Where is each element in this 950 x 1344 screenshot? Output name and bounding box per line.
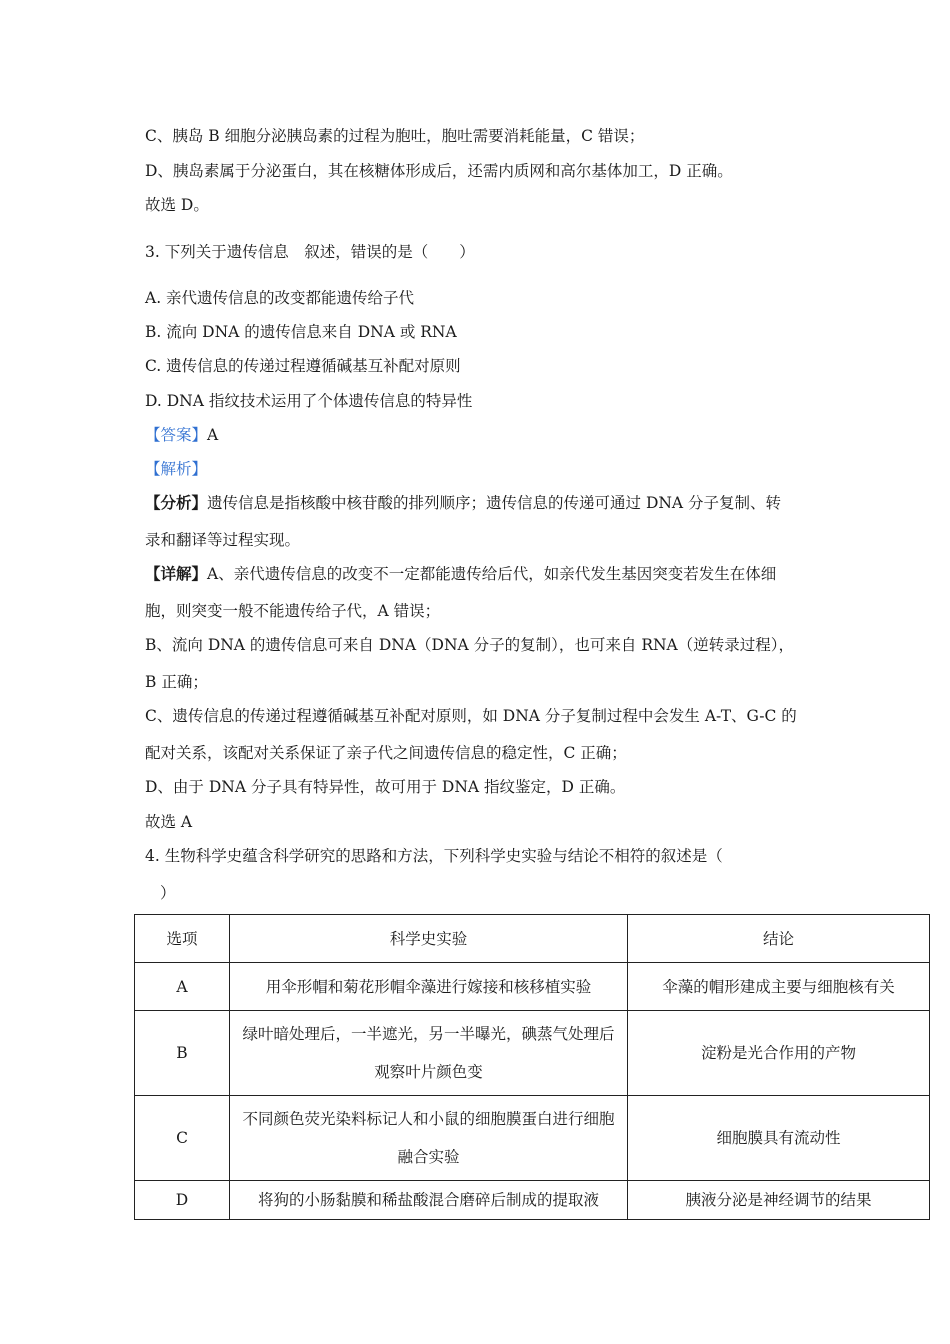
table-cell-option: A	[135, 963, 230, 1011]
text-line-choose-d: 故选 D。	[145, 196, 209, 214]
table-cell-option: B	[135, 1011, 230, 1096]
table-header-experiment: 科学史实验	[230, 915, 628, 963]
xiangjie-line-b2: B 正确；	[145, 673, 208, 691]
xiangjie-line-d: D、由于 DNA 分子具有特异性，故可用于 DNA 指纹鉴定，D 正确。	[145, 778, 626, 796]
table-row	[135, 1096, 930, 1181]
question-3-stem: 3. 下列关于遗传信息 叙述，错误的是（ ）	[145, 243, 475, 261]
xiangjie-line-b1: B、流向 DNA 的遗传信息可来自 DNA（DNA 分子的复制），也可来自 RNA（逆转录过程），	[145, 636, 795, 654]
answer-tag: 【答案】	[145, 426, 208, 444]
table-cell-option: C	[135, 1096, 230, 1181]
xiangjie-line-c1: C、遗传信息的传递过程遵循碱基互补配对原则，如 DNA 分子复制过程中会发生 A-T、G-C 的	[145, 707, 797, 725]
fenxi-line-2: 录和翻译等过程实现。	[145, 531, 301, 549]
question-4-table	[134, 914, 930, 1220]
table-cell-option: D	[135, 1181, 230, 1220]
table-row	[135, 1181, 930, 1220]
xiangjie-line-c2: 配对关系，该配对关系保证了亲子代之间遗传信息的稳定性，C 正确；	[145, 744, 627, 762]
table-cell-experiment: 将狗的小肠黏膜和稀盐酸混合磨碎后制成的提取液	[230, 1181, 628, 1220]
analysis-line	[145, 459, 207, 479]
answer-value: A	[207, 426, 219, 444]
table-cell-experiment: 绿叶暗处理后，一半遮光，另一半曝光，碘蒸气处理后观察叶片颜色变	[230, 1011, 628, 1096]
question-3-option-b: B. 流向 DNA 的遗传信息来自 DNA 或 RNA	[145, 323, 457, 341]
table-cell-conclusion: 淀粉是光合作用的产物	[628, 1011, 930, 1096]
fenxi-text-1: 遗传信息是指核酸中核苷酸的排列顺序；遗传信息的传递可通过 DNA 分子复制、转	[207, 494, 782, 512]
xiangjie-line-a1	[145, 564, 776, 584]
question-4-stem-1: 4. 生物科学史蕴含科学研究的思路和方法，下列科学史实验与结论不相符的叙述是（	[145, 847, 723, 865]
analysis-tag: 【解析】	[145, 460, 208, 478]
table-row	[135, 1011, 930, 1096]
table-cell-conclusion: 细胞膜具有流动性	[628, 1096, 930, 1181]
table-row	[135, 963, 930, 1011]
answer-line	[145, 425, 218, 445]
text-line-option-d-explain: D、胰岛素属于分泌蛋白，其在核糖体形成后，还需内质网和高尔基体加工，D 正确。	[145, 162, 733, 180]
table-cell-experiment: 不同颜色荧光染料标记人和小鼠的细胞膜蛋白进行细胞融合实验	[230, 1096, 628, 1181]
question-3-option-a: A. 亲代遗传信息的改变都能遗传给子代	[145, 289, 415, 307]
xiangjie-line-end: 故选 A	[145, 813, 193, 831]
xiangjie-text-a1: A、亲代遗传信息的改变不一定都能遗传给后代，如亲代发生基因突变若发生在体细	[207, 565, 777, 583]
fenxi-line-1	[145, 493, 781, 513]
table-header-conclusion: 结论	[628, 915, 930, 963]
xiangjie-tag: 【详解】	[145, 564, 208, 583]
text-line-option-c-explain: C、胰岛 B 细胞分泌胰岛素的过程为胞吐，胞吐需要消耗能量，C 错误；	[145, 127, 645, 145]
question-3-option-d: D. DNA 指纹技术运用了个体遗传信息的特异性	[145, 392, 473, 410]
table-cell-conclusion: 胰液分泌是神经调节的结果	[628, 1181, 930, 1220]
table-header-row	[135, 915, 930, 963]
question-3-option-c: C. 遗传信息的传递过程遵循碱基互补配对原则	[145, 357, 461, 375]
xiangjie-line-a2: 胞，则突变一般不能遗传给子代，A 错误；	[145, 602, 441, 620]
question-4-stem-2: ）	[160, 884, 176, 902]
fenxi-tag: 【分析】	[145, 493, 208, 512]
table-cell-conclusion: 伞藻的帽形建成主要与细胞核有关	[628, 963, 930, 1011]
table-header-option: 选项	[135, 915, 230, 963]
table-cell-experiment: 用伞形帽和菊花形帽伞藻进行嫁接和核移植实验	[230, 963, 628, 1011]
